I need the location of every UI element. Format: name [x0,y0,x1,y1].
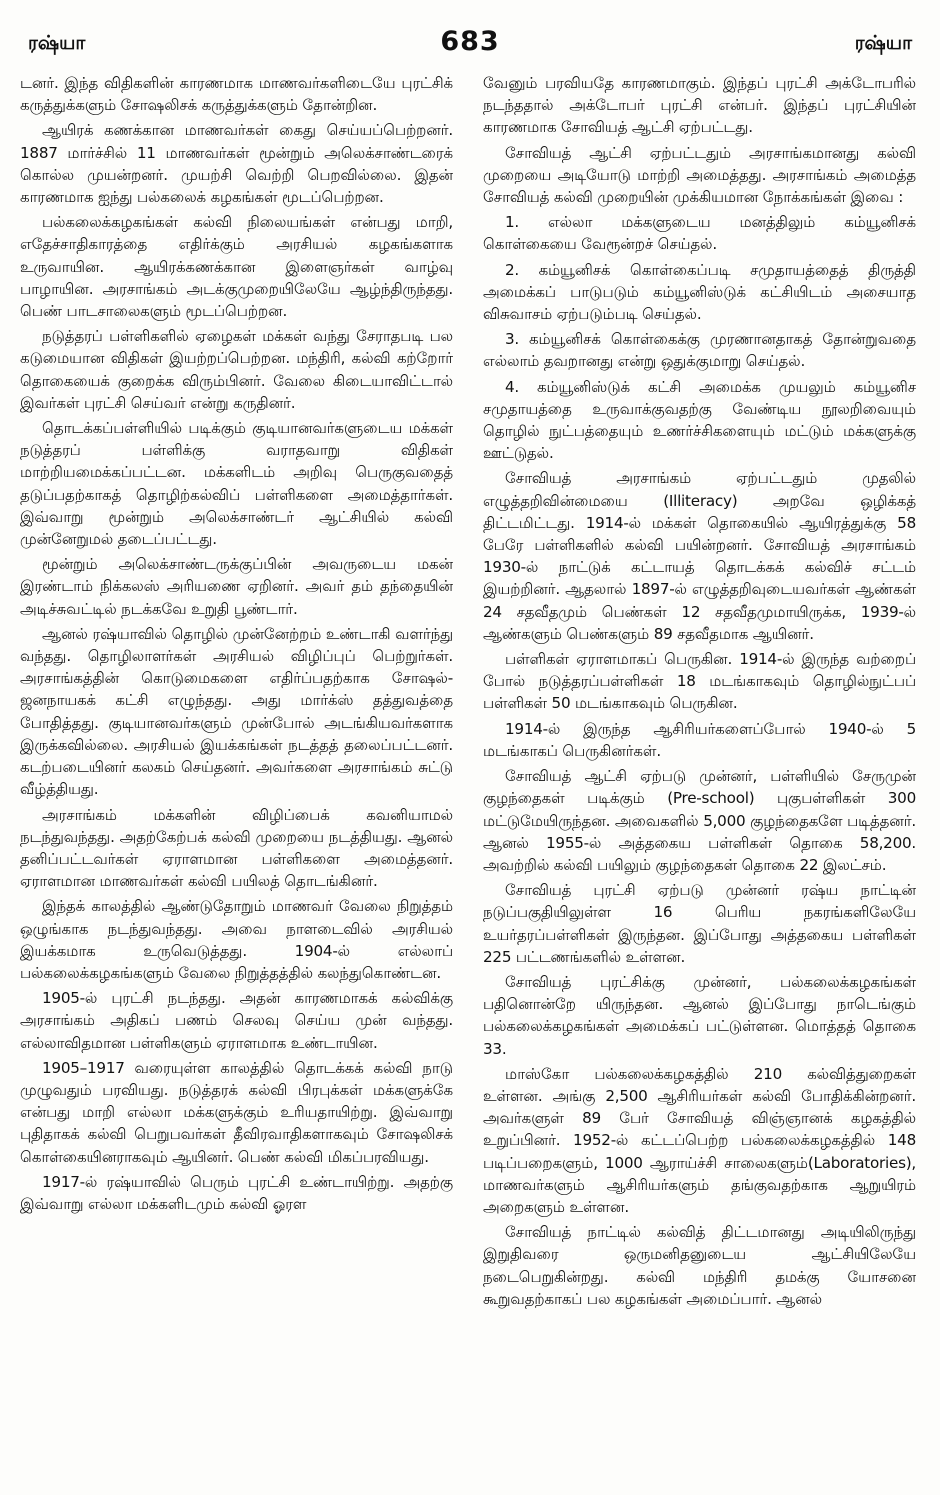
paragraph: பல்கலைக்கழகங்கள் கல்வி நிலையங்கள் என்பது மாறி, எதேச்சாதிகாரத்தை எதிர்க்கும் அரசியல் கழகங்களாக உருவாயின. ஆயிரக்கணக்கான இளைஞர்கள் வாழ்வு பாழாயின. அரசாங்கம் அடக்குமுறையிலேயே ஆழ்ந்திருந்தது. பெண் பாடசாலைகளும் மூடப்பெற்றன. [20,213,453,321]
paragraph: 1905–1917 வரையுள்ள காலத்தில் தொடக்கக் கல்வி நாடு முழுவதும் பரவியது. நடுத்தரக் கல்வி பிரபுக்கள் மக்களுக்கே என்பது மாறி எல்லா மக்களுக்கும் உரியதாயிற்று. இவ்வாறு புதிதாகக் கல்வி பெறுபவர்கள் தீவிரவாதிகளாகவும் சோஷலிசக் கொள்கையினராகவும் ஆயினர். பெண் கல்வி மிகப்பரவியது. [20,1058,453,1166]
running-head-right: ரஷ்யா [854,32,912,54]
page-header [28,26,912,60]
paragraph: மூன்றும் அலெக்சாண்டருக்குப்பின் அவருடைய மகன் இரண்டாம் நிக்கலஸ் அரியணை ஏறினர். அவர் தம் தந்தையின் அடிச்சுவட்டில் நடக்கவே உறுதி பூண்டார். [20,555,453,618]
paragraph: வேனும் பரவியதே காரணமாகும். இந்தப் புரட்சி அக்டோபரில் நடந்ததால் அக்டோபர் புரட்சி என்பர். இந்தப் புரட்சியின் காரணமாக சோவியத் ஆட்சி ஏற்பட்டது. [483,74,916,137]
paragraph: நடுத்தரப் பள்ளிகளில் ஏழைகள் மக்கள் வந்து சேராதபடி பல கடுமையான விதிகள் இயற்றப்பெற்றன. மந்திரி, கல்வி கற்றோர் தொகையைக் குறைக்க விரும்பினர். வேலை கிடையாவிட்டால் இவர்கள் புரட்சி செய்வர் என்று கருதினர். [20,327,453,412]
paragraph: சோவியத் புரட்சிக்கு முன்னர், பல்கலைக்கழகங்கள் பதினொன்றே யிருந்தன. ஆனல் இப்போது நாடெங்கும் பல்கலைக்கழகங்கள் அமைக்கப் பட்டுள்ளன. மொத்தத் தொகை 33. [483,972,916,1058]
right-column [483,72,916,1477]
paragraph: சோவியத் அரசாங்கம் ஏற்பட்டதும் முதலில் எழுத்தறிவின்மையை (Illiteracy) அறவே ஒழிக்கத் திட்டமிட்டது. 1914-ல் மக்கள் தொகையில் ஆயிரத்துக்கு 58 பேரே பள்ளிகளில் கல்வி பயின்றனர். சோவியத் அரசாங்கம் 1930-ல் நாட்டுக் கட்டாயத் தொடக்கக் கல்விச் சட்டம் இயற்றினர். ஆதலால் 1897-ல் எழுத்தறிவுடையவர்கள் ஆண்கள் 24 சதவீதமும் பெண்கள் 12 சதவீதமுமாயிருக்க, 1939-ல் ஆண்களும் பெண்களும் 89 சதவீதமாக ஆயினர். [483,469,916,643]
paragraph: சோவியத் ஆட்சி ஏற்பட்டதும் அரசாங்கமானது கல்வி முறையை அடியோடு மாற்றி அமைத்தது. அரசாங்கம் அமைத்த சோவியத் கல்வி முறையின் முக்கியமான நோக்கங்கள் இவை : [483,143,916,207]
paragraph: சோவியத் நாட்டில் கல்வித் திட்டமானது அடியிலிருந்து இறுதிவரை ஒருமனிதனுடைய ஆட்சியிலேயே நடைபெறுகின்றது. கல்வி மந்திரி தமக்கு யோசனை கூறுவதற்காகப் பல கழகங்கள் அமைப்பார். ஆனல் [483,1223,916,1308]
list-item: 2. கம்யூனிசக் கொள்கைப்படி சமுதாயத்தைத் திருத்தி அமைக்கப் பாடுபடும் கம்யூனிஸ்டுக் கட்சியிடம் அசையாத விசுவாசம் ஏற்படும்படி செய்தல். [483,260,916,324]
page-number: 683 [440,26,500,57]
paragraph: இந்தக் காலத்தில் ஆண்டுதோறும் மாணவர் வேலை நிறுத்தம் ஒழுங்காக நடந்துவந்தது. அவை நாளடைவில் அரசியல் இயக்கமாக உருவெடுத்தது. 1904-ல் எல்லாப் பல்கலைக்கழகங்களும் வேலை நிறுத்தத்தில் கலந்துகொண்டன. [20,897,453,982]
paragraph: மாஸ்கோ பல்கலைக்கழகத்தில் 210 கல்வித்துறைகள் உள்ளன. அங்கு 2,500 ஆசிரியர்கள் கல்வி போதிக்கின்றனர். அவர்களுள் 89 பேர் சோவியத் விஞ்ஞானக் கழகத்தில் உறுப்பினர். 1952-ல் கட்டப்பெற்ற பல்கலைக்கழகத்தில் 148 படிப்பறைகளும், 1000 ஆராய்ச்சி சாலைகளும்(Laboratories), மாணவர்களும் ஆசிரியர்களும் தங்குவதற்காக ஆறுயிரம் அறைகளும் உள்ளன. [483,1064,916,1216]
paragraph: ஆனல் ரஷ்யாவில் தொழில் முன்னேற்றம் உண்டாகி வளர்ந்து வந்தது. தொழிலாளர்கள் அரசியல் விழிப்புப் பெற்றுர்கள். அரசாங்கத்தின் கொடுமைகளை எதிர்ப்பதற்காக சோஷல்-ஜனநாயகக் கட்சி எழுந்தது. அது மார்க்ஸ் தத்துவத்தை போதித்தது. குடியானவர்களும் முன்போல் அடங்கியவர்களாக இருக்கவில்லை. அரசியல் இயக்கங்கள் நடத்தத் தலைப்பட்டனர். கடற்படையினர் கலகம் செய்தனர். அவர்களை அரசாங்கம் சுட்டு வீழ்த்தியது. [20,624,453,799]
paragraph: சோவியத் ஆட்சி ஏற்படு முன்னர், பள்ளியில் சேருமுன் குழந்தைகள் படிக்கும் (Pre-school) புகுபள்ளிகள் 300 மட்டுமேயிருந்தன. அவைகளில் 5,000 குழந்தைகளே படித்தனர். ஆனல் 1955-ல் அத்தகைய பள்ளிகள் தொகை 58,200. அவற்றில் கல்வி பயிலும் குழந்தைகள் தொகை 22 இலட்சம். [483,767,916,874]
left-column [20,72,453,1477]
paragraph: பள்ளிகள் ஏராளமாகப் பெருகின. 1914-ல் இருந்த வற்றைப் போல் நடுத்தரப்பள்ளிகள் 18 மடங்காகவும் தொழில்நுட்பப் பள்ளிகள் 50 மடங்காகவும் பெருகின. [483,650,916,713]
paragraph: சோவியத் புரட்சி ஏற்படு முன்னர் ரஷ்ய நாட்டின் நடுப்பகுதியிலுள்ள 16 பெரிய நகரங்களிலேயே உயர்தரப்பள்ளிகள் இருந்தன. இப்போது அத்தகைய பள்ளிகள் 225 பட்டணங்களில் உள்ளன. [483,881,916,966]
paragraph: ஆயிரக் கணக்கான மாணவர்கள் கைது செய்யப்பெற்றனர். 1887 மார்ச்சில் 11 மாணவர்கள் மூன்றும் அலெக்சாண்டரைக் கொல்ல முயன்றனர். முயற்சி வெற்றி பெறவில்லை. இதன் காரணமாக ஐந்து பல்கலைக் கழகங்கள் மூடப்பெற்றன. [20,121,453,207]
paragraph: தொடக்கப்பள்ளியில் படிக்கும் குடியானவர்களுடைய மக்கள் நடுத்தரப் பள்ளிக்கு வராதவாறு விதிகள் மாற்றியமைக்கப்பட்டன. மக்களிடம் அறிவு பெருகுவதைத் தடுப்பதற்காகத் தொழிற்கல்விப் பள்ளிகளை அமைத்தார்கள். இவ்வாறு மூன்றும் அலெக்சாண்டர் ஆட்சியில் கல்வி முன்னேறுமல் தடைப்பட்டது. [20,419,453,549]
list-item: 1. எல்லா மக்களுடைய மனத்திலும் கம்யூனிசக் கொள்கையை வேரூன்றச் செய்தல். [483,213,916,254]
paragraph: 1917-ல் ரஷ்யாவில் பெரும் புரட்சி உண்டாயிற்று. அதற்கு இவ்வாறு எல்லா மக்களிடமும் கல்வி ஓரள [20,1172,453,1213]
running-head-left: ரஷ்யா [28,32,86,54]
list-item: 4. கம்யூனிஸ்டுக் கட்சி அமைக்க முயலும் கம்யூனிச சமுதாயத்தை உருவாக்குவதற்கு வேண்டிய நூலறிவையும் தொழில் நுட்பத்தையும் உணர்ச்சிகளையும் மட்டும் மக்களுக்கு ஊட்டுதல். [483,377,916,463]
paragraph: 1914-ல் இருந்த ஆசிரியர்களைப்போல் 1940-ல் 5 மடங்காகப் பெருகினர்கள். [483,719,916,760]
paragraph: அரசாங்கம் மக்களின் விழிப்பைக் கவனியாமல் நடந்துவந்தது. அதற்கேற்பக் கல்வி முறையை நடத்தியது. ஆனல் தனிப்பட்டவர்கள் ஏராளமான பள்ளிகளை அமைத்தனர். ஏராளமான மாணவர்கள் கல்வி பயிலத் தொடங்கினர். [20,805,453,891]
text-columns [20,72,916,1477]
paragraph: டனர். இந்த விதிகளின் காரணமாக மாணவர்களிடையே புரட்சிக் கருத்துக்களும் சோஷலிசக் கருத்துக்களும் தோன்றின. [20,74,453,115]
list-item: 3. கம்யூனிசக் கொள்கைக்கு முரணானதாகத் தோன்றுவதை எல்லாம் தவறானது என்று ஒதுக்குமாறு செய்தல். [483,330,916,371]
paragraph: 1905-ல் புரட்சி நடந்தது. அதன் காரணமாகக் கல்விக்கு அரசாங்கம் அதிகப் பணம் செலவு செய்ய முன் வந்தது. எல்லாவிதமான பள்ளிகளும் ஏராளமாக உண்டாயின. [20,989,453,1052]
